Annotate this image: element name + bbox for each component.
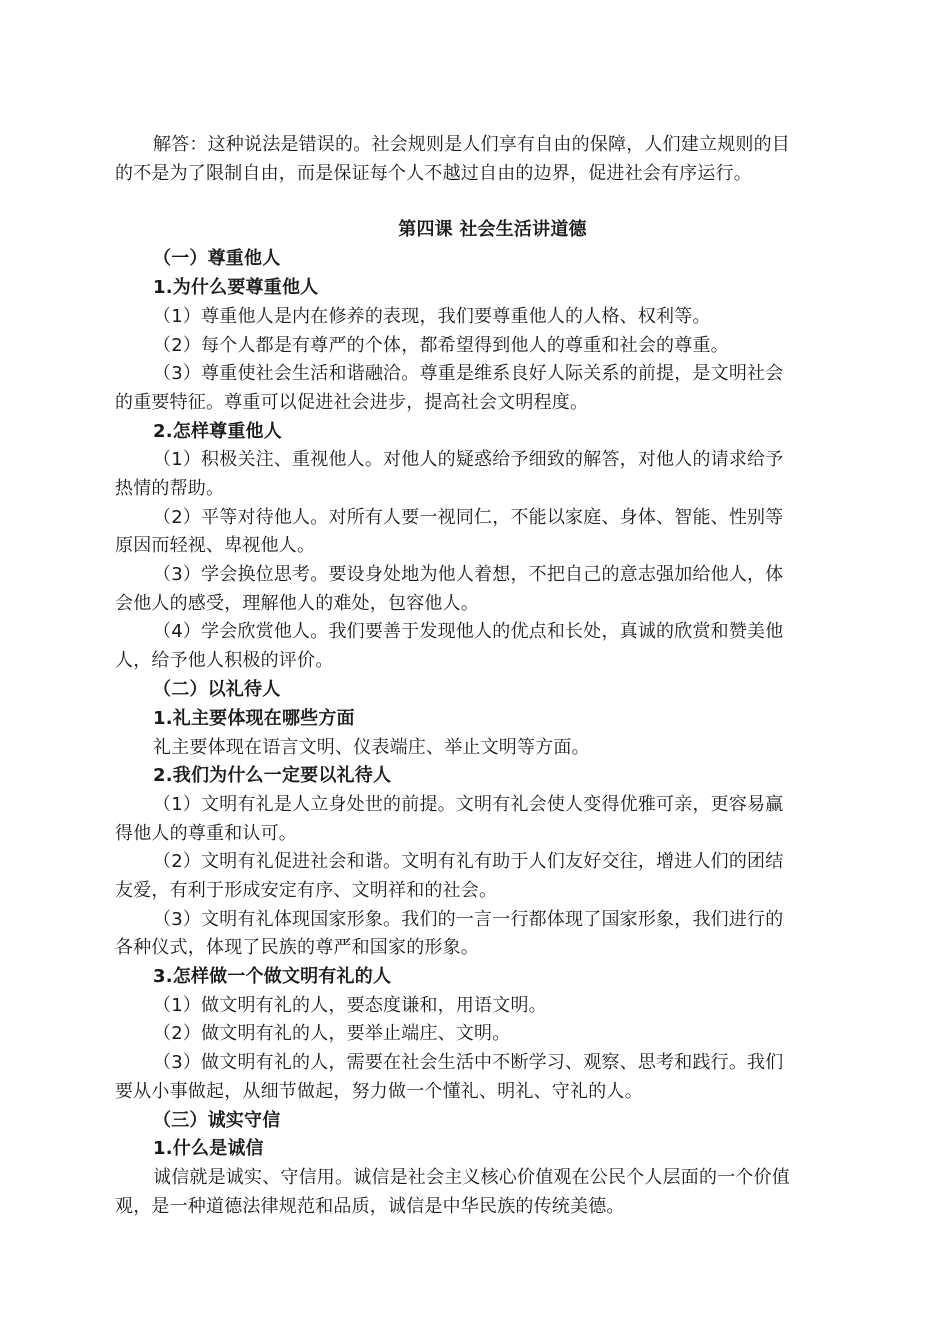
section-heading-1: （一）尊重他人 bbox=[153, 248, 281, 269]
paragraph-line: （2）文明有礼促进社会和谐。文明有礼有助于人们友好交往，增进人们的团结 bbox=[153, 851, 784, 872]
paragraph-line: 各种仪式，体现了民族的尊严和国家的形象。 bbox=[115, 937, 479, 958]
answer-line-2: 的不是为了限制自由，而是保证每个人不越过自由的边界，促进社会有序运行。 bbox=[115, 163, 752, 184]
paragraph-line: （2）做文明有礼的人，要举止端庄、文明。 bbox=[153, 1023, 511, 1044]
question-title: 2.怎样尊重他人 bbox=[153, 421, 282, 442]
lesson-title: 第四课 社会生活讲道德 bbox=[398, 219, 587, 240]
question-title: 1.什么是诚信 bbox=[153, 1138, 264, 1159]
paragraph-line: 热情的帮助。 bbox=[115, 478, 225, 499]
paragraph-line: 原因而轻视、卑视他人。 bbox=[115, 535, 316, 556]
paragraph-line: （2）每个人都是有尊严的个体，都希望得到他人的尊重和社会的尊重。 bbox=[153, 335, 729, 356]
paragraph-line: （1）做文明有礼的人，要态度谦和，用语文明。 bbox=[153, 995, 547, 1016]
question-title: 3.怎样做一个做文明有礼的人 bbox=[153, 966, 392, 987]
paragraph-line: （3）尊重使社会生活和谐融洽。尊重是维系良好人际关系的前提，是文明社会 bbox=[153, 363, 784, 384]
paragraph-line: 要从小事做起，从细节做起，努力做一个懂礼、明礼、守礼的人。 bbox=[115, 1081, 643, 1102]
paragraph-line: （1）积极关注、重视他人。对他人的疑惑给予细致的解答，对他人的请求给予 bbox=[153, 449, 784, 470]
paragraph-line: 观，是一种道德法律规范和品质，诚信是中华民族的传统美德。 bbox=[115, 1196, 625, 1217]
paragraph-line: （1）文明有礼是人立身处世的前提。文明有礼会使人变得优雅可亲，更容易赢 bbox=[153, 794, 784, 815]
paragraph-line: 诚信就是诚实、守信用。诚信是社会主义核心价值观在公民个人层面的一个价值 bbox=[153, 1167, 790, 1188]
paragraph-line: （4）学会欣赏他人。我们要善于发现他人的优点和长处，真诚的欣赏和赞美他 bbox=[153, 621, 784, 642]
paragraph-line: （3）学会换位思考。要设身处地为他人着想，不把自己的意志强加给他人，体 bbox=[153, 564, 784, 585]
paragraph-line: 礼主要体现在语言文明、仪表端庄、举止文明等方面。 bbox=[153, 737, 590, 758]
paragraph-line: （2）平等对待他人。对所有人要一视同仁，不能以家庭、身体、智能、性别等 bbox=[153, 507, 784, 528]
question-title: 1.礼主要体现在哪些方面 bbox=[153, 708, 355, 729]
paragraph-line: 友爱，有利于形成安定有序、文明祥和的社会。 bbox=[115, 880, 498, 901]
section-heading-2: （二）以礼待人 bbox=[153, 679, 281, 700]
paragraph-line: （1）尊重他人是内在修养的表现，我们要尊重他人的人格、权利等。 bbox=[153, 306, 711, 327]
paragraph-line: 人，给予他人积极的评价。 bbox=[115, 650, 334, 671]
question-title: 1.为什么要尊重他人 bbox=[153, 277, 319, 298]
question-title: 2.我们为什么一定要以礼待人 bbox=[153, 765, 392, 786]
paragraph-line: （3）文明有礼体现国家形象。我们的一言一行都体现了国家形象，我们进行的 bbox=[153, 909, 784, 930]
answer-line-1: 解答：这种说法是错误的。社会规则是人们享有自由的保障，人们建立规则的目 bbox=[153, 134, 790, 155]
paragraph-line: 的重要特征。尊重可以促进社会进步，提高社会文明程度。 bbox=[115, 392, 589, 413]
paragraph-line: （3）做文明有礼的人，需要在社会生活中不断学习、观察、思考和践行。我们 bbox=[153, 1052, 784, 1073]
paragraph-line: 会他人的感受，理解他人的难处，包容他人。 bbox=[115, 593, 479, 614]
paragraph-line: 得他人的尊重和认可。 bbox=[115, 823, 297, 844]
section-heading-3: （三）诚实守信 bbox=[153, 1110, 281, 1131]
